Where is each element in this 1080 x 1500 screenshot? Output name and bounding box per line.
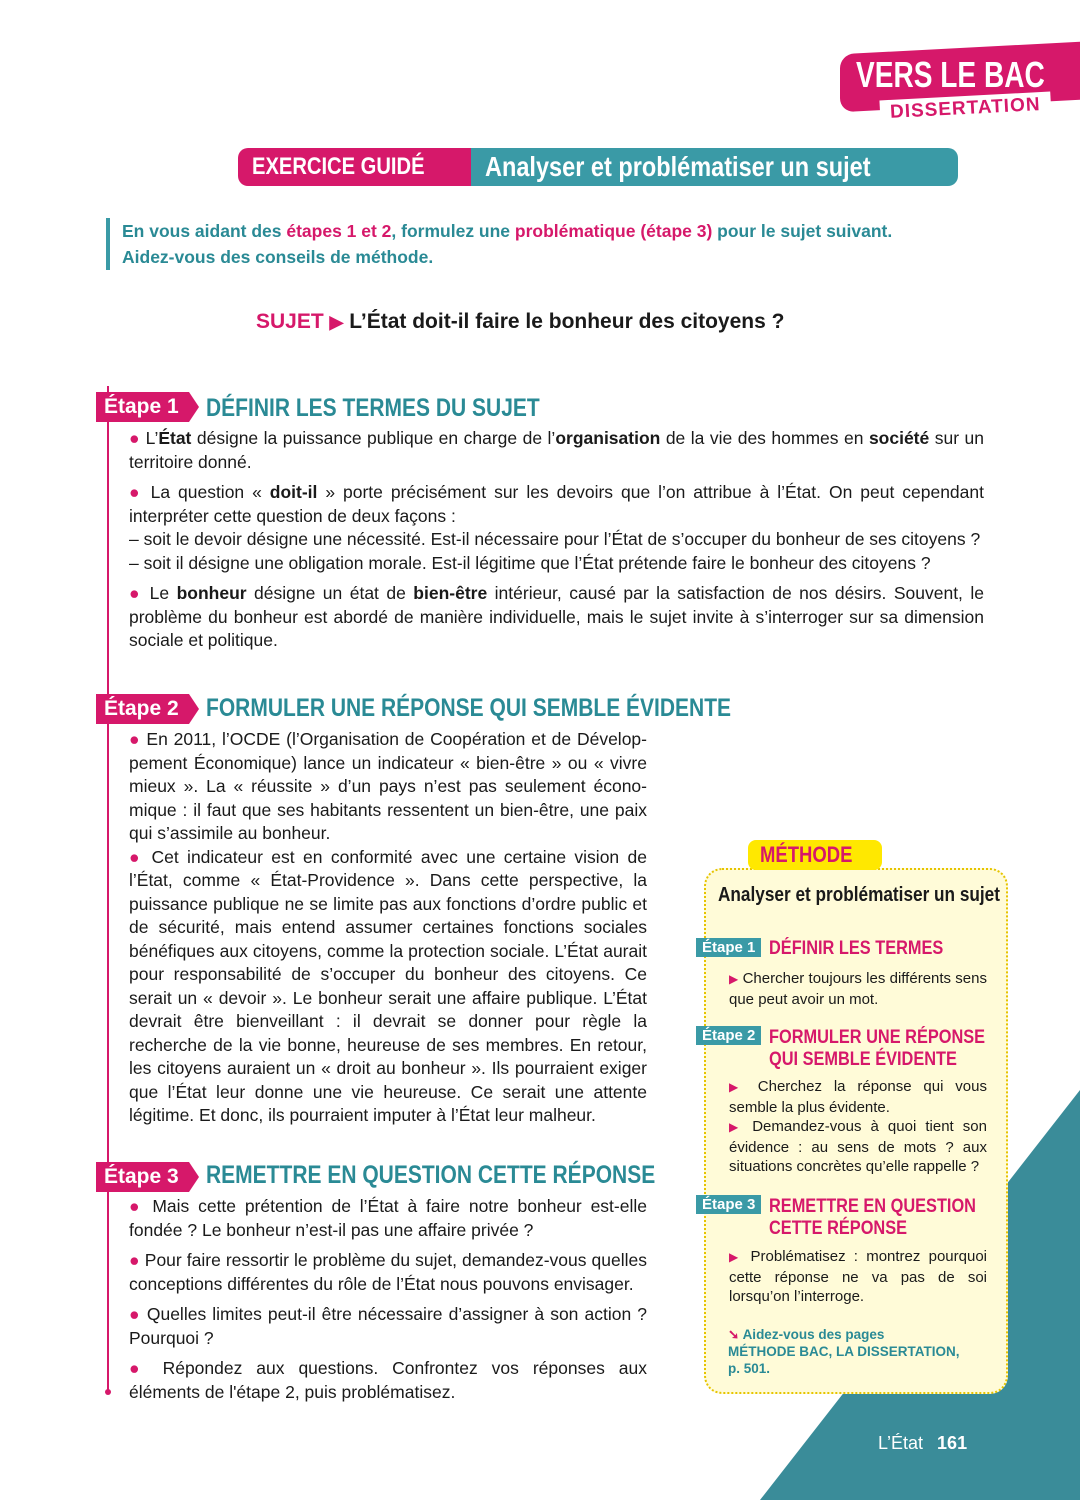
subject-line (256, 310, 784, 334)
step-3-paragraph: ● Quelles limites peut-il être nécessaire d’assigner à son action ? Pourquoi ? (129, 1304, 647, 1348)
step-2-body (129, 728, 647, 1135)
subject-label: SUJET (256, 310, 324, 333)
step-2-tag: Étape 2 (96, 694, 189, 724)
step-1-paragraph: ● Le bonheur désigne un état de bien-être intérieur, causé par la satisfaction de nos désirs. Souvent, le problème du bonheur est abordé de manière individuelle, mais le sujet invite à s’interroger sur sa dimension sociale et politique. (129, 583, 984, 650)
timeline-line (107, 386, 109, 1392)
methode-step-3-title: REMETTRE EN QUESTION CETTE RÉPONSE (769, 1196, 976, 1239)
step-1-paragraph: ● L’État désigne la puissance publique en charge de l’organisation de la vie des hommes en société sur un territoire donné. (129, 428, 984, 472)
arrow-down-right-icon: ➘ (728, 1327, 740, 1342)
subject-question: L’État doit-il faire le bonheur des citoyens ? (349, 310, 785, 333)
step-2-paragraph: ● Cet indicateur est en conformité avec une certaine vision de l’État, comme « État-Providence ». Dans cette perspective, la puissance publique ne se limite pas aux fonctions d’ordre public et de sécurité, mais entend assumer certaines fonctions sociales bénéfiques aux citoyens, comme la protection sociale. L’État aurait pour responsabilité de s’occuper du bonheur des citoyens. Ce serait un « devoir ». Le bonheur serait une affaire publique. L’État devrait être bienveillant : il devrait se donner pour règle la recherche de la vie bonne, heureuse de ses membres. En retour, les citoyens auraient un « droit au bonheur ». Ils pourraient exiger que l’État leur donne une vie heureuse. Ce serait une attente légitime. Et donc, ils pourraient imputer à l’État leur malheur. (129, 846, 647, 1125)
methode-step-2-title: FORMULER UNE RÉPONSE QUI SEMBLE ÉVIDENTE (769, 1027, 986, 1070)
step-1-title: DÉFINIR LES TERMES DU SUJET (206, 394, 540, 422)
step-1-paragraph: ● La question « doit-il » porte précisément sur les devoirs que l’on attribue à l’État. On peut cependant interpréter cette question de deux façons : (129, 482, 984, 526)
exercise-title: Analyser et problématiser un sujet (471, 148, 958, 186)
page-footer (878, 1433, 967, 1454)
methode-step-1-title: DÉFINIR LES TERMES (769, 938, 944, 959)
exercise-title-pill (238, 148, 958, 186)
page-number: 161 (937, 1433, 968, 1453)
methode-step-3-tag: Étape 3 (696, 1195, 761, 1214)
step-2-title: FORMULER UNE RÉPONSE QUI SEMBLE ÉVIDENTE (206, 694, 732, 722)
methode-step-1-tag: Étape 1 (696, 938, 761, 957)
chapter-name: L’État (878, 1433, 924, 1453)
step-1-line: – soit le devoir désigne une nécessité. Est-il nécessaire pour l’État de s’occuper du bonheur de ses citoyens ? (129, 529, 981, 549)
ribbon-subtitle: DISSERTATION (879, 92, 1051, 127)
methode-tag: MÉTHODE (748, 840, 882, 870)
section-ribbon (840, 48, 1080, 123)
step-3-paragraph: ● Mais cette prétention de l’État à faire notre bonheur est-elle fondée ? Le bonheur n’est-il pas une affaire privée ? (129, 1196, 647, 1240)
methode-step-2-tag: Étape 2 (696, 1026, 761, 1045)
methode-step-2-text: ▶ Cherchez la réponse qui vous semble la plus évidente. ▶ Demandez-vous à quoi tient son évidence : au sens de mots ? aux situations concrètes qu’elle rappelle ? (729, 1078, 987, 1175)
methode-step-1-text: ▶ Chercher toujours les différents sens que peut avoir un mot. (729, 970, 987, 1008)
step-3-body (129, 1195, 647, 1411)
instruction-text: En vous aidant des étapes 1 et 2, formulez une problématique (étape 3) pour le sujet suivant. Aidez-vous des conseils de méthode. (106, 218, 922, 270)
timeline-end-dot (105, 1389, 111, 1395)
methode-step-3-text: ▶ Problématisez : montrez pourquoi cette réponse ne va pas de soi lorsqu’on l’interroge. (729, 1248, 987, 1305)
play-triangle-icon: ▶ (329, 312, 344, 332)
ribbon-title: VERS LE BAC (856, 54, 1045, 95)
step-2-paragraph: ● En 2011, l’OCDE (l’Organisation de Coopération et de Développement Économique) lance un indicateur « bien-être » ou « vivre mieux ». La « réussite » d’un pays n’est pas seulement économique : il faut que ses habitants ressentent un bien-être, une paix qui s’assimile au bonheur. (129, 729, 647, 843)
exercise-label: EXERCICE GUIDÉ (238, 148, 471, 186)
step-3-paragraph: ● Répondez aux questions. Confrontez vos réponses aux éléments de l'étape 2, puis problématisez. (129, 1358, 647, 1402)
methode-title: Analyser et problématiser un sujet (718, 884, 1000, 906)
step-1-line: – soit il désigne une obligation morale. Est-il légitime que l’État prétende faire le bonheur des citoyens ? (129, 552, 931, 573)
step-3-tag: Étape 3 (96, 1162, 189, 1192)
step-3-paragraph: ● Pour faire ressortir le problème du sujet, demandez-vous quelles conceptions différentes du rôle de l’État nous pouvons envisager. (129, 1250, 647, 1294)
step-1-body (129, 427, 984, 660)
step-1-tag: Étape 1 (96, 392, 189, 422)
step-3-title: REMETTRE EN QUESTION CETTE RÉPONSE (206, 1161, 656, 1189)
methode-reference: ➘ Aidez-vous des pages MÉTHODE BAC, LA DISSERTATION, p. 501. (728, 1327, 960, 1376)
